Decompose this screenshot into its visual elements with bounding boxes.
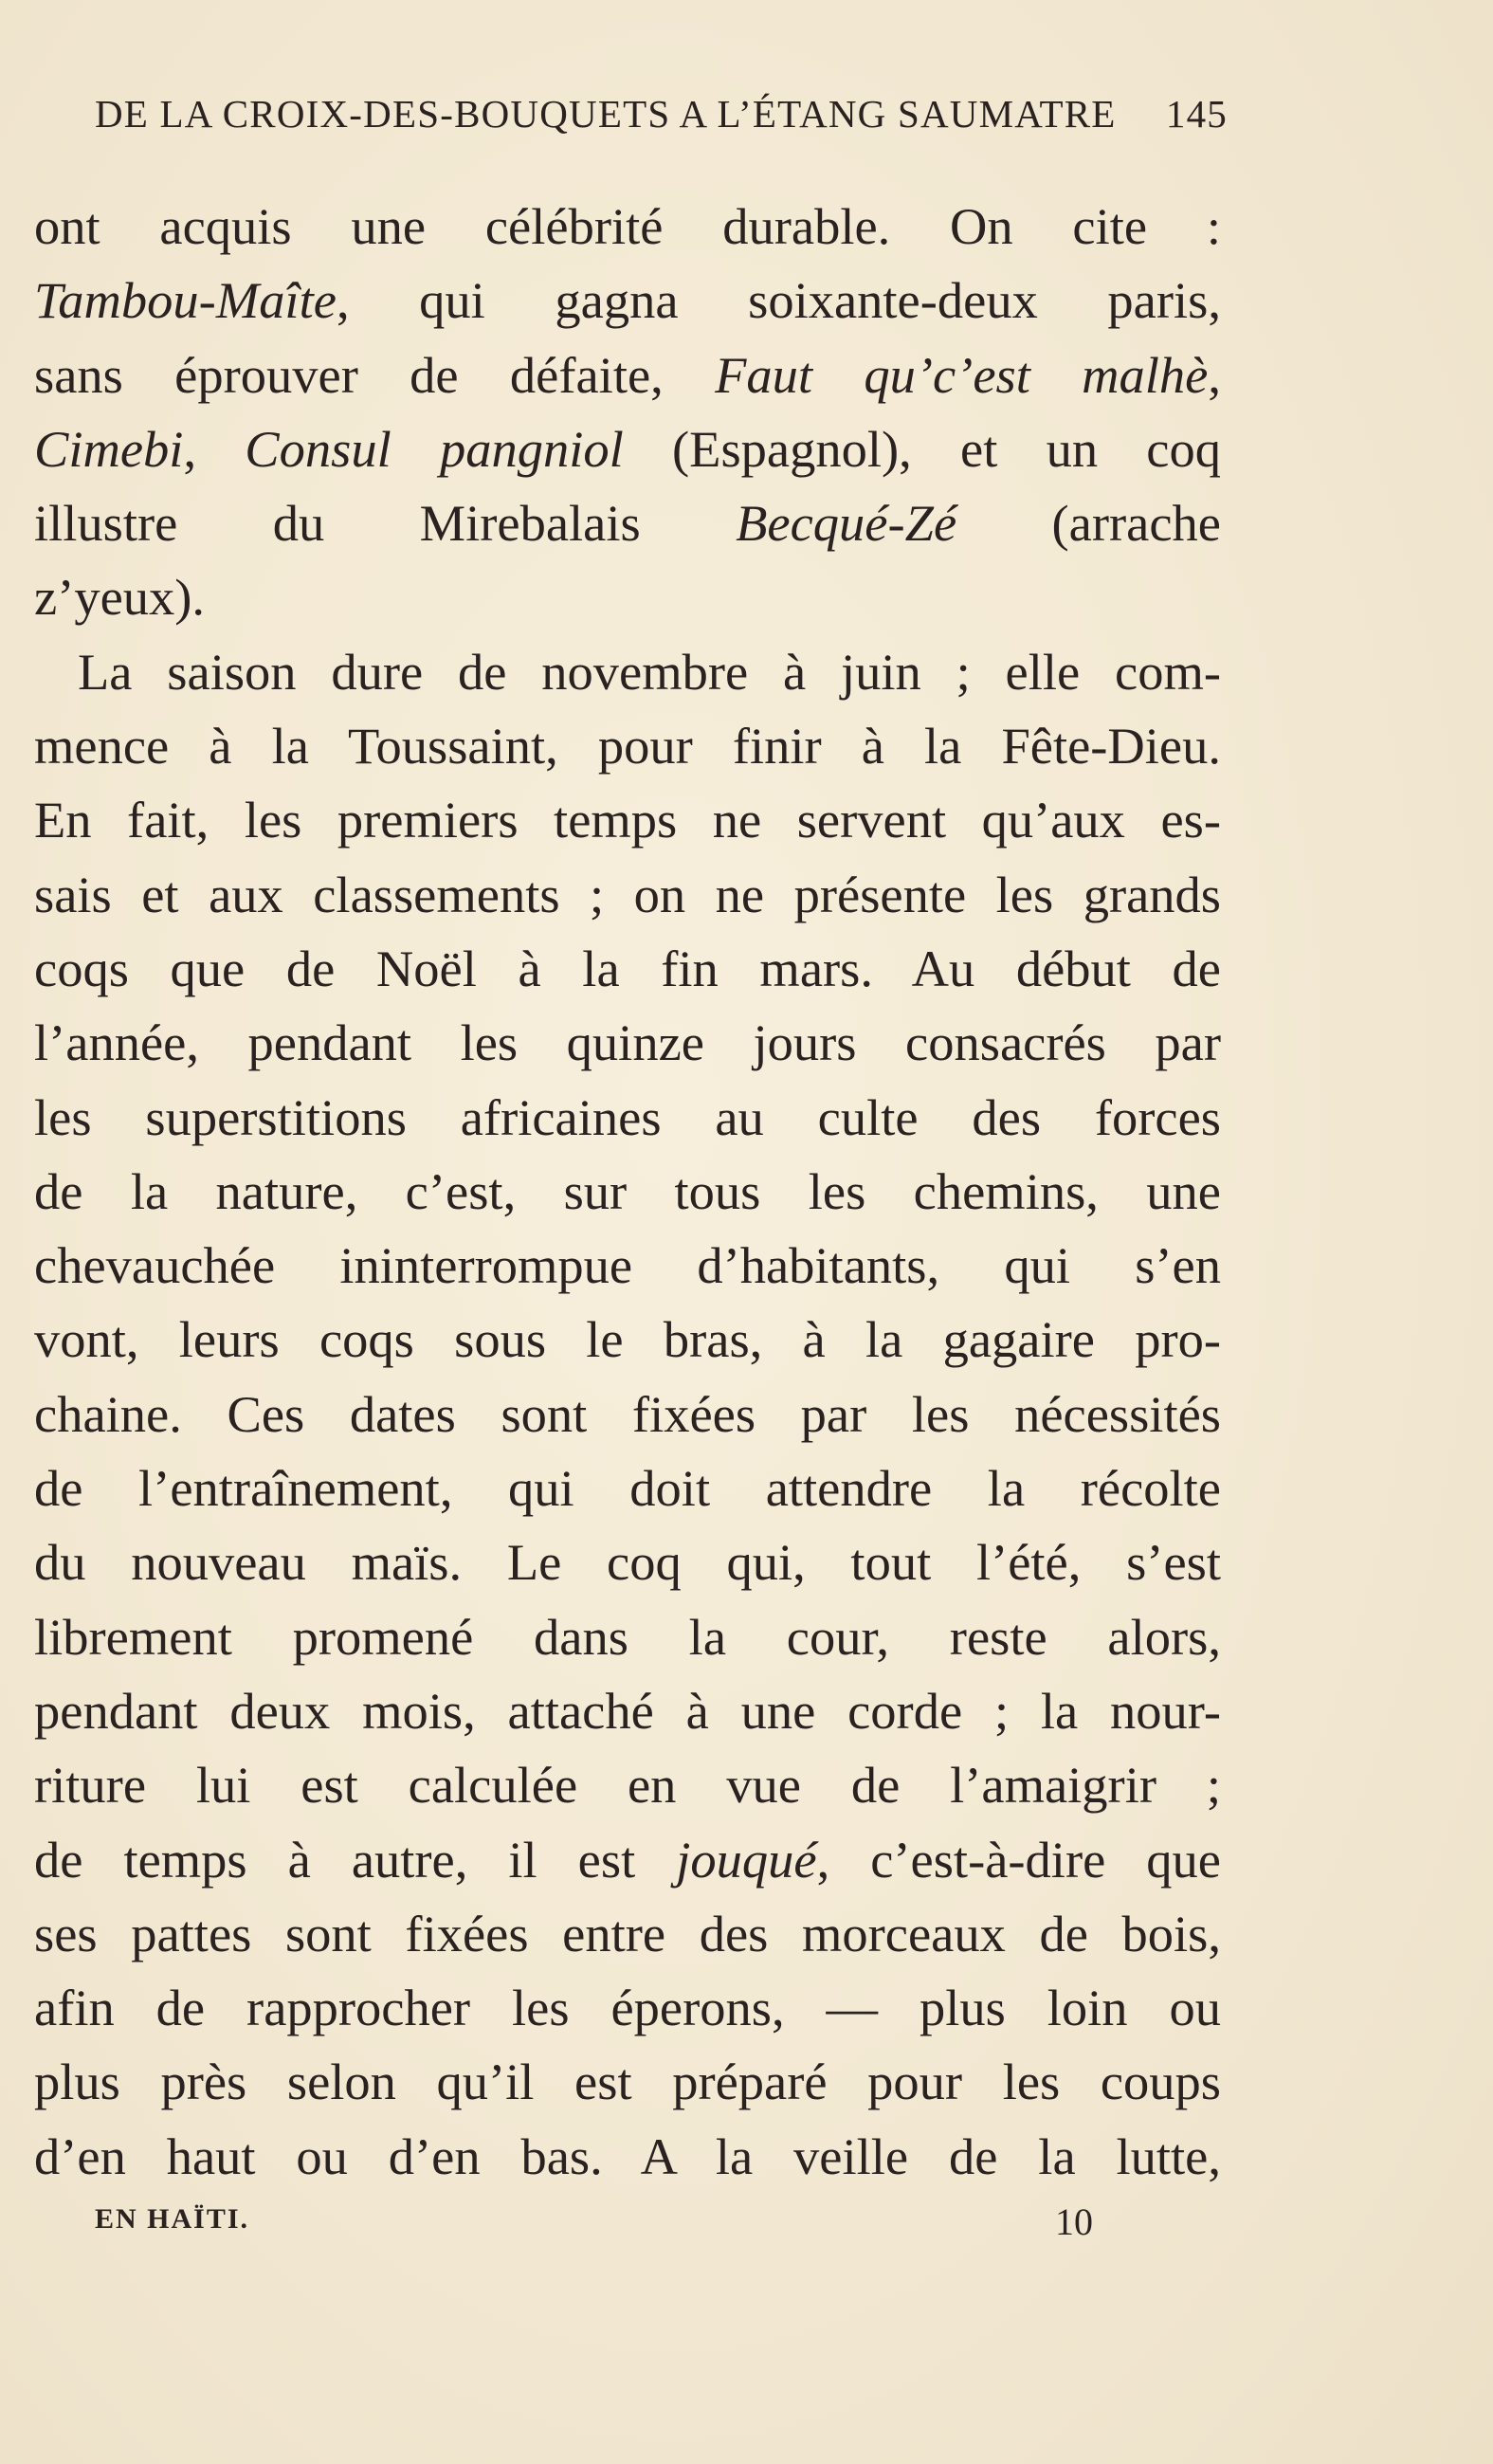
page-footer bbox=[95, 2199, 1100, 2247]
text-line bbox=[34, 1451, 1221, 1525]
text-line bbox=[34, 1674, 1221, 1748]
text-segment: illustre du Mirebalais bbox=[34, 494, 737, 553]
text-line bbox=[34, 560, 1221, 634]
text-line bbox=[34, 932, 1221, 1006]
text-segment: de la nature, c’est, sur tous les chemins, une bbox=[34, 1161, 1221, 1220]
text-line bbox=[34, 1155, 1221, 1229]
text-line bbox=[34, 1897, 1221, 1971]
text-segment: de l’entraînement, qui doit attendre la récolte bbox=[34, 1459, 1221, 1518]
text-segment: z’yeux). bbox=[34, 568, 206, 627]
text-segment: chaine. Ces dates sont fixées par les nécessités bbox=[34, 1384, 1221, 1443]
text-line bbox=[34, 190, 1221, 264]
signature-mark: EN HAÏTI. bbox=[95, 2203, 250, 2235]
text-segment: chevauchée ininterrompue d’habitants, qui s’en bbox=[34, 1236, 1221, 1295]
text-segment: ont acquis une célébrité durable. On cite : bbox=[34, 197, 1221, 255]
sheet-number: 10 bbox=[1055, 2200, 1093, 2243]
text-line bbox=[34, 1748, 1221, 1822]
text-segment: , bbox=[1208, 345, 1221, 404]
text-line bbox=[34, 1525, 1221, 1599]
text-segment: l’année, pendant les quinze jours consacrés par bbox=[34, 1013, 1221, 1072]
text-segment: (arrache bbox=[956, 494, 1221, 553]
text-line bbox=[34, 1823, 1221, 1897]
text-segment: de temps à autre, il est bbox=[34, 1830, 677, 1889]
italic-name: Becqué-Zé bbox=[736, 494, 957, 553]
text-segment: coqs que de Noël à la fin mars. Au début de bbox=[34, 939, 1221, 997]
text-line bbox=[34, 1006, 1221, 1080]
text-line bbox=[34, 1081, 1221, 1155]
text-segment: La saison dure de novembre à juin ; elle com- bbox=[78, 642, 1221, 701]
text-segment: sans éprouver de défaite, bbox=[34, 345, 716, 404]
text-line bbox=[34, 1378, 1221, 1451]
text-segment: librement promené dans la cour, reste alors, bbox=[34, 1607, 1221, 1666]
body-text bbox=[34, 190, 1221, 2194]
text-segment: , c’est-à-dire que bbox=[816, 1830, 1221, 1889]
running-head bbox=[95, 91, 1228, 148]
italic-name: Tambou-Maîte bbox=[34, 271, 337, 330]
text-line bbox=[34, 1971, 1221, 2045]
running-title: DE LA CROIX-DES-BOUQUETS A L’ÉTANG SAUMATRE bbox=[95, 92, 1117, 136]
text-line bbox=[34, 783, 1221, 857]
text-line bbox=[34, 338, 1221, 412]
text-line bbox=[34, 709, 1221, 783]
text-segment: d’en haut ou d’en bas. A la veille de la lutte, bbox=[34, 2126, 1221, 2185]
italic-name: Consul pangniol bbox=[245, 419, 624, 478]
text-line bbox=[34, 1229, 1221, 1303]
text-segment: , qui gagna soixante-deux paris, bbox=[336, 271, 1221, 330]
italic-name: jouqué bbox=[676, 1830, 817, 1889]
text-segment: pendant deux mois, attaché à une corde ; la nour- bbox=[34, 1681, 1221, 1740]
italic-name: Cimebi bbox=[34, 419, 184, 478]
text-line bbox=[34, 2120, 1221, 2194]
text-segment: du nouveau maïs. Le coq qui, tout l’été, s’est bbox=[34, 1533, 1221, 1592]
text-line bbox=[34, 858, 1221, 932]
text-segment: les superstitions africaines au culte des forces bbox=[34, 1087, 1221, 1146]
italic-name: Faut qu’c’est malhè bbox=[715, 345, 1209, 404]
text-segment: En fait, les premiers temps ne servent qu’aux es- bbox=[34, 791, 1221, 849]
text-line bbox=[34, 2045, 1221, 2119]
text-segment: afin de rapprocher les éperons, — plus loin ou bbox=[34, 1979, 1221, 2037]
text-segment: mence à la Toussaint, pour finir à la Fête-Dieu. bbox=[34, 717, 1221, 776]
text-line bbox=[34, 412, 1221, 486]
text-segment: ses pattes sont fixées entre des morceaux de bois, bbox=[34, 1904, 1221, 1962]
text-line bbox=[34, 635, 1221, 709]
text-segment: (Espagnol), et un coq bbox=[623, 419, 1221, 478]
page-number: 145 bbox=[1165, 92, 1228, 136]
text-line bbox=[34, 1600, 1221, 1674]
text-segment: sais et aux classements ; on ne présente les grands bbox=[34, 865, 1221, 923]
text-line bbox=[34, 1303, 1221, 1377]
text-line bbox=[34, 486, 1221, 560]
text-segment: riture lui est calculée en vue de l’amaigrir ; bbox=[34, 1756, 1221, 1815]
text-segment: , bbox=[183, 419, 246, 478]
text-segment: plus près selon qu’il est préparé pour les coups bbox=[34, 2053, 1221, 2111]
text-segment: vont, leurs coqs sous le bras, à la gagaire pro- bbox=[34, 1310, 1221, 1369]
text-line bbox=[34, 264, 1221, 338]
